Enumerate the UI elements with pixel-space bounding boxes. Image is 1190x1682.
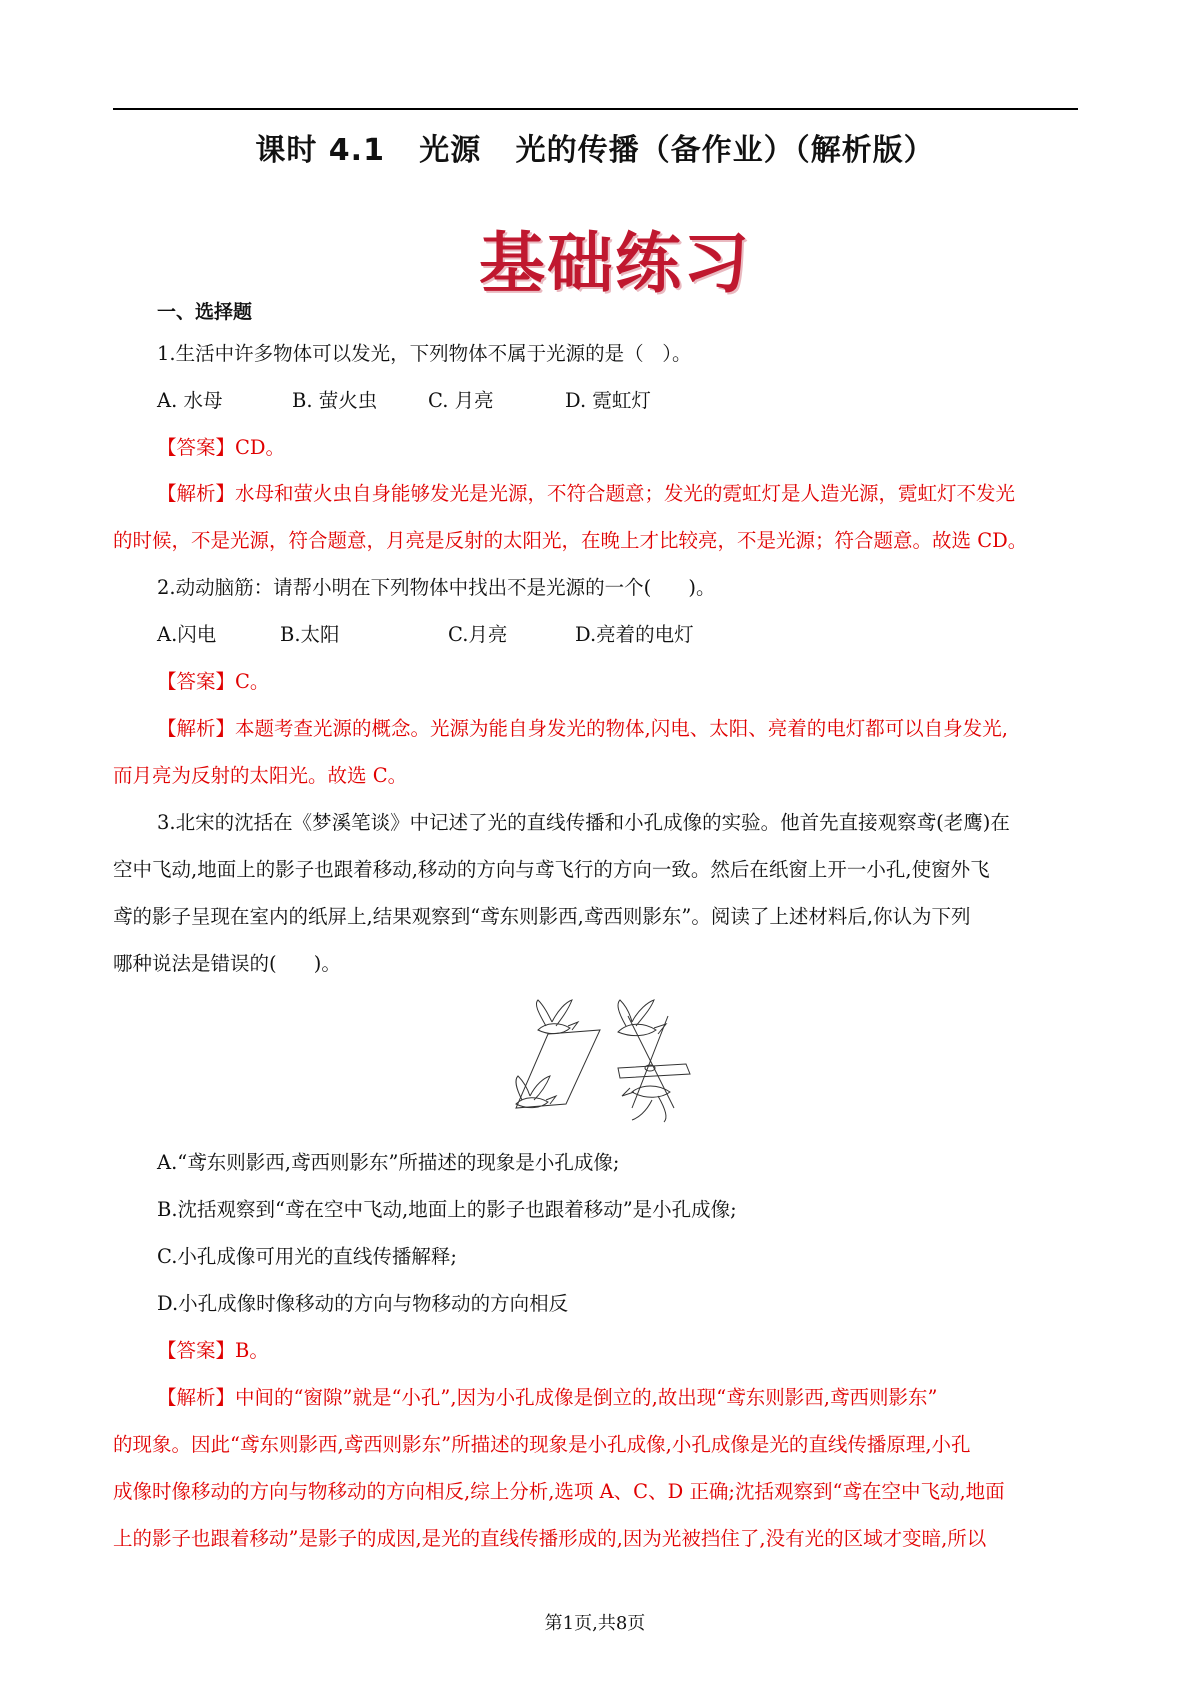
q1-option-d: D. 霓虹灯 [565, 389, 651, 412]
q1-option-a: A. 水母 [157, 389, 223, 412]
shadow-parallelogram [516, 1030, 600, 1108]
bird-icon [618, 1000, 666, 1036]
kite-pinhole-figure [508, 996, 724, 1126]
q3-option-d: D.小孔成像时像移动的方向与物移动的方向相反 [157, 1292, 569, 1315]
q3-stem-line-4: 哪种说法是错误的( )。 [113, 952, 341, 975]
q3-analysis-line-2: 的现象。因此“鸢东则影西,鸢西则影东”所描述的现象是小孔成像,小孔成像是光的直线传播原理,小孔 [113, 1433, 971, 1456]
bird-icon [516, 1076, 556, 1108]
q2-answer: 【答案】C。 [157, 670, 270, 693]
q1-answer: 【答案】CD。 [157, 436, 286, 459]
q3-stem-line-2: 空中飞动,地面上的影子也跟着移动,移动的方向与鸢飞行的方向一致。然后在纸窗上开一小孔,使窗外飞 [113, 858, 990, 881]
page-title: 课时 4.1 光源 光的传播（备作业）（解析版） [255, 133, 935, 168]
section-heading: 一、选择题 [157, 301, 253, 323]
page-number: 第1页,共8页 [544, 1613, 646, 1634]
q1-option-b: B. 萤火虫 [292, 389, 378, 412]
bird-icon [536, 1000, 578, 1034]
q3-option-b: B.沈括观察到“鸢在空中飞动,地面上的影子也跟着移动”是小孔成像; [157, 1198, 737, 1221]
q2-stem: 2.动动脑筋：请帮小明在下列物体中找出不是光源的一个( )。 [157, 576, 716, 599]
bird-icon [622, 1086, 670, 1122]
q2-option-b: B.太阳 [280, 623, 340, 646]
q3-answer: 【答案】B。 [157, 1339, 269, 1362]
q1-analysis-line-1: 【解析】水母和萤火虫自身能够发光是光源，不符合题意；发光的霓虹灯是人造光源，霓虹灯不发光 [157, 482, 1016, 505]
q3-analysis-line-4: 上的影子也跟着移动”是影子的成因,是光的直线传播形成的,因为光被挡住了,没有光的区域才变暗,所以 [113, 1527, 987, 1550]
q1-analysis-line-2: 的时候，不是光源，符合题意，月亮是反射的太阳光，在晚上才比较亮，不是光源；符合题意。故选 CD。 [113, 529, 1028, 552]
q2-option-d: D.亮着的电灯 [575, 623, 694, 646]
q3-analysis-line-1: 【解析】中间的“窗隙”就是“小孔”,因为小孔成像是倒立的,故出现“鸢东则影西,鸢西则影东” [157, 1386, 938, 1409]
q3-option-a: A.“鸢东则影西,鸢西则影东”所描述的现象是小孔成像; [157, 1151, 620, 1174]
q3-stem-line-3: 鸢的影子呈现在室内的纸屏上,结果观察到“鸢东则影西,鸢西则影东”。阅读了上述材料后,你认为下列 [113, 905, 971, 928]
q1-option-c: C. 月亮 [428, 389, 494, 412]
q3-analysis-line-3: 成像时像移动的方向与物移动的方向相反,综上分析,选项 A、C、D 正确;沈括观察到“鸢在空中飞动,地面 [113, 1480, 1005, 1503]
q3-option-c: C.小孔成像可用光的直线传播解释; [157, 1245, 457, 1268]
q2-analysis-line-1: 【解析】本题考查光源的概念。光源为能自身发光的物体,闪电、太阳、亮着的电灯都可以自身发光, [157, 717, 1008, 740]
q2-option-c: C.月亮 [448, 623, 508, 646]
q3-stem-line-1: 3.北宋的沈括在《梦溪笔谈》中记述了光的直线传播和小孔成像的实验。他首先直接观察鸢(老鹰)在 [157, 811, 1010, 834]
header-rule [113, 108, 1078, 110]
q1-stem: 1.生活中许多物体可以发光，下列物体不属于光源的是（ ）。 [157, 342, 692, 365]
section-banner: 基础练习 [479, 224, 751, 302]
q2-analysis-line-2: 而月亮为反射的太阳光。故选 C。 [113, 764, 408, 787]
q2-option-a: A.闪电 [157, 623, 217, 646]
